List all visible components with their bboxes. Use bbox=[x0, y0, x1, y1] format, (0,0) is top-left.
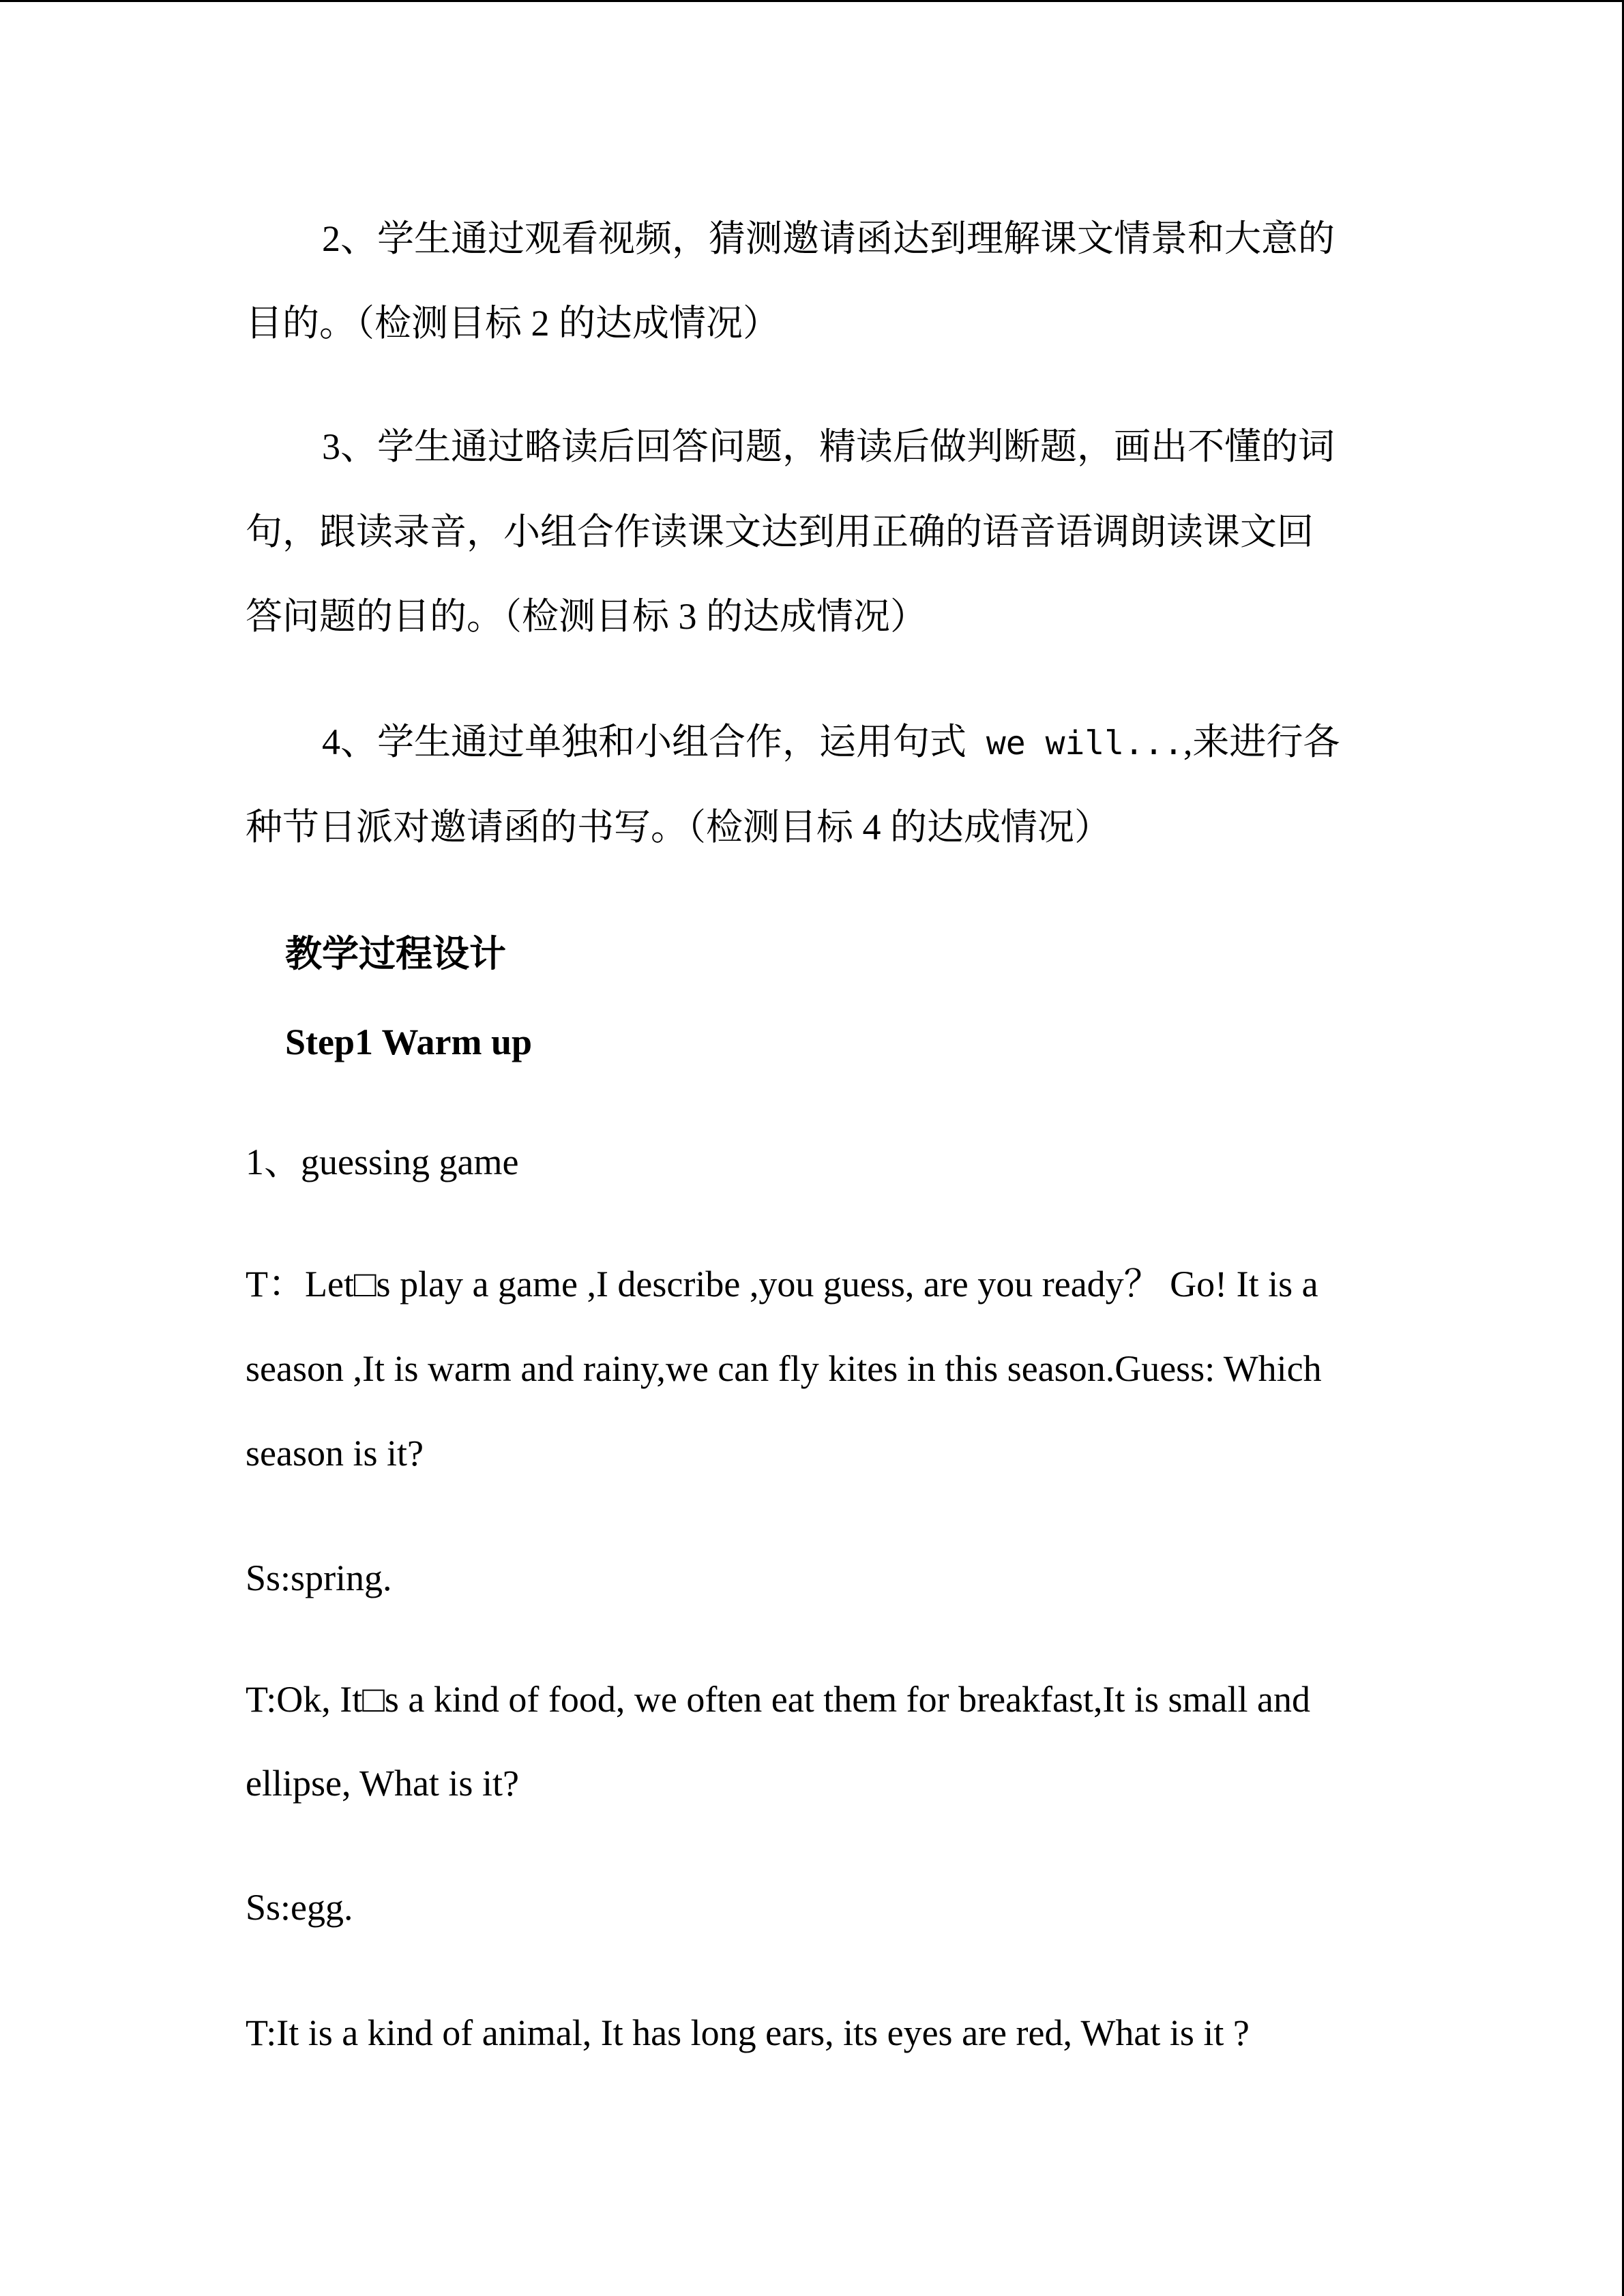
dialogue-teacher-2-line-1: T:Ok, It□s a kind of food, we often eat them for breakfast,It is small and bbox=[246, 1679, 1310, 1720]
dialogue-teacher-1-line-3: season is it? bbox=[246, 1433, 424, 1474]
paragraph-3-line-1: 3、学生通过略读后回答问题，精读后做判断题，画出不懂的词 bbox=[322, 426, 1335, 467]
paragraph-3-line-2: 句，跟读录音，小组合作读课文达到用正确的语音语调朗读课文回 bbox=[246, 511, 1314, 552]
paragraph-4-sentence-pattern: we will... bbox=[966, 724, 1183, 762]
dialogue-students-1: Ss:spring. bbox=[246, 1557, 392, 1598]
dialogue-teacher-1-line-2: season ,It is warm and rainy,we can fly kites in this season.Guess: Which bbox=[246, 1348, 1322, 1389]
game-title: 1、guessing game bbox=[246, 1142, 519, 1182]
dialogue-teacher-2-line-2: ellipse, What is it? bbox=[246, 1763, 519, 1804]
paragraph-4-text-before: 4、学生通过单独和小组合作，运用句式 bbox=[322, 721, 966, 762]
dialogue-teacher-3-line-1: T:It is a kind of animal, It has long ears, its eyes are red, What is it ? bbox=[246, 2012, 1250, 2053]
page-top-border bbox=[0, 0, 1624, 2]
section-title: 教学过程设计 bbox=[285, 934, 506, 974]
paragraph-2-line-2: 目的。（检测目标 2 的达成情况） bbox=[246, 303, 780, 344]
paragraph-3-line-3: 答问题的目的。（检测目标 3 的达成情况） bbox=[246, 596, 927, 637]
dialogue-teacher-1-line-1: T：Let□s play a game ,I describe ,you guess, are you ready？ Go! It is a bbox=[246, 1264, 1318, 1304]
paragraph-2-line-1: 2、学生通过观看视频，猜测邀请函达到理解课文情景和大意的 bbox=[322, 218, 1335, 259]
dialogue-students-2: Ss:egg. bbox=[246, 1887, 353, 1928]
step-title: Step1 Warm up bbox=[285, 1022, 533, 1062]
paragraph-4-line-2: 种节日派对邀请函的书写。（检测目标 4 的达成情况） bbox=[246, 807, 1111, 848]
paragraph-4-line-1 bbox=[246, 721, 1340, 762]
paragraph-4-text-after: ,来进行各 bbox=[1183, 721, 1340, 762]
